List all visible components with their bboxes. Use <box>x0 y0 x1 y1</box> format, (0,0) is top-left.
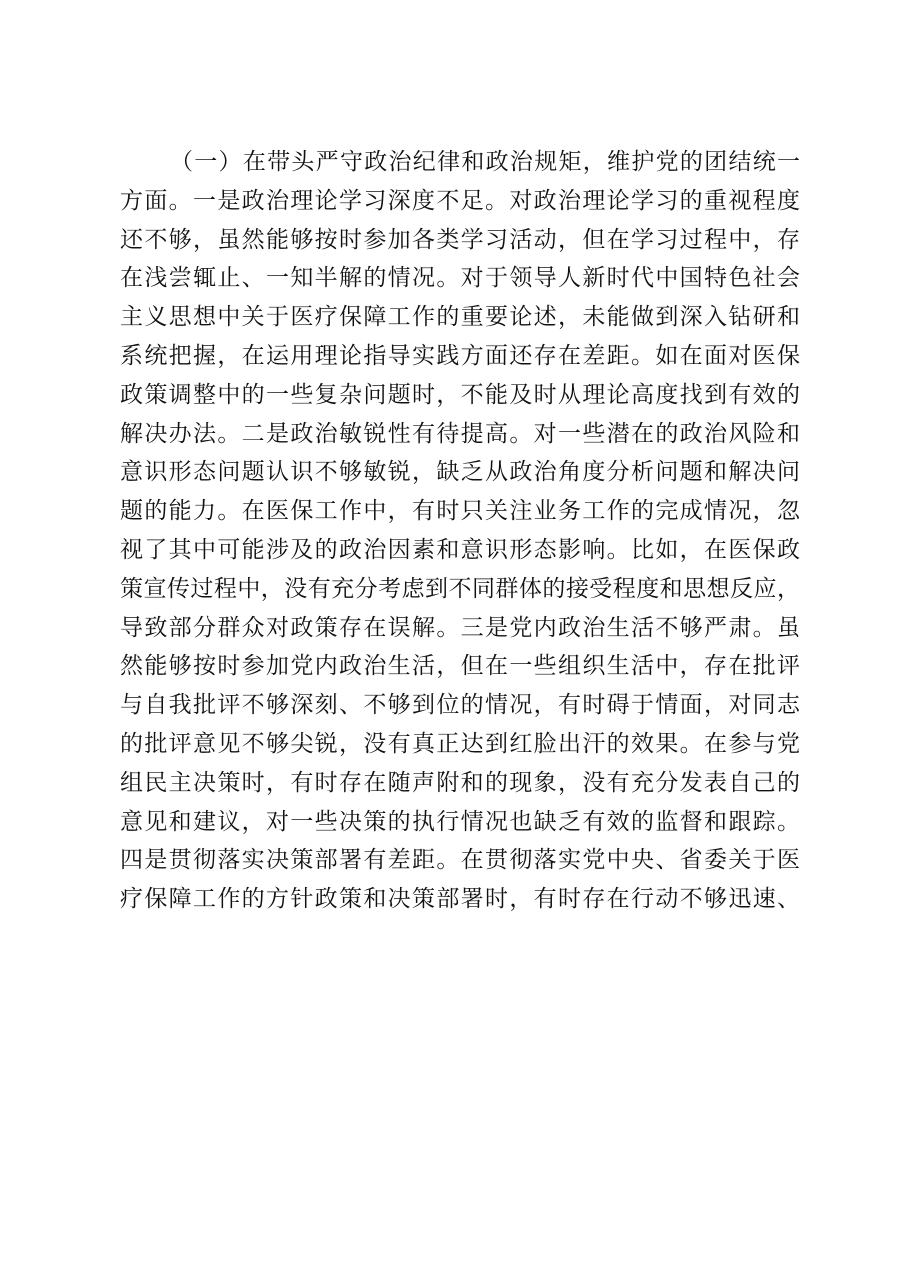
text-line: 系统把握，在运用理论指导实践方面还存在差距。如在面对医保 <box>120 342 800 369</box>
text-line: （一）在带头严守政治纪律和政治规矩，维护党的团结统一 <box>170 149 800 175</box>
text-line: 四是贯彻落实决策部署有差距。在贯彻落实党中央、省委关于医 <box>120 847 800 874</box>
text-line: 的批评意见不够尖锐，没有真正达到红脸出汗的效果。在参与党 <box>120 730 800 757</box>
text-line: 与自我批评不够深刻、不够到位的情况，有时碍于情面，对同志 <box>120 692 800 719</box>
text-line: 政策调整中的一些复杂问题时，不能及时从理论高度找到有效的 <box>120 381 800 408</box>
text-line: 疗保障工作的方针政策和决策部署时，有时存在行动不够迅速、 <box>120 886 800 913</box>
text-line: 主义思想中关于医疗保障工作的重要论述，未能做到深入钻研和 <box>120 304 800 331</box>
body-paragraph <box>120 143 800 919</box>
text-line: 在浅尝辄止、一知半解的情况。对于领导人新时代中国特色社会 <box>120 265 800 292</box>
text-line: 意见和建议，对一些决策的执行情况也缺乏有效的监督和跟踪。 <box>120 808 800 835</box>
text-line: 还不够，虽然能够按时参加各类学习活动，但在学习过程中，存 <box>120 226 800 253</box>
text-line: 题的能力。在医保工作中，有时只关注业务工作的完成情况，忽 <box>120 498 800 525</box>
text-line: 视了其中可能涉及的政治因素和意识形态影响。比如，在医保政 <box>120 536 800 563</box>
text-line: 组民主决策时，有时存在随声附和的现象，没有充分发表自己的 <box>120 769 800 796</box>
text-line: 方面。一是政治理论学习深度不足。对政治理论学习的重视程度 <box>120 187 800 214</box>
text-line: 解决办法。二是政治敏锐性有待提高。对一些潜在的政治风险和 <box>120 420 800 447</box>
text-line: 导致部分群众对政策存在误解。三是党内政治生活不够严肃。虽 <box>120 614 800 641</box>
text-line: 意识形态问题认识不够敏锐，缺乏从政治角度分析问题和解决问 <box>120 459 800 486</box>
text-line: 策宣传过程中，没有充分考虑到不同群体的接受程度和思想反应， <box>120 575 800 602</box>
text-line: 然能够按时参加党内政治生活，但在一些组织生活中，存在批评 <box>120 653 800 680</box>
